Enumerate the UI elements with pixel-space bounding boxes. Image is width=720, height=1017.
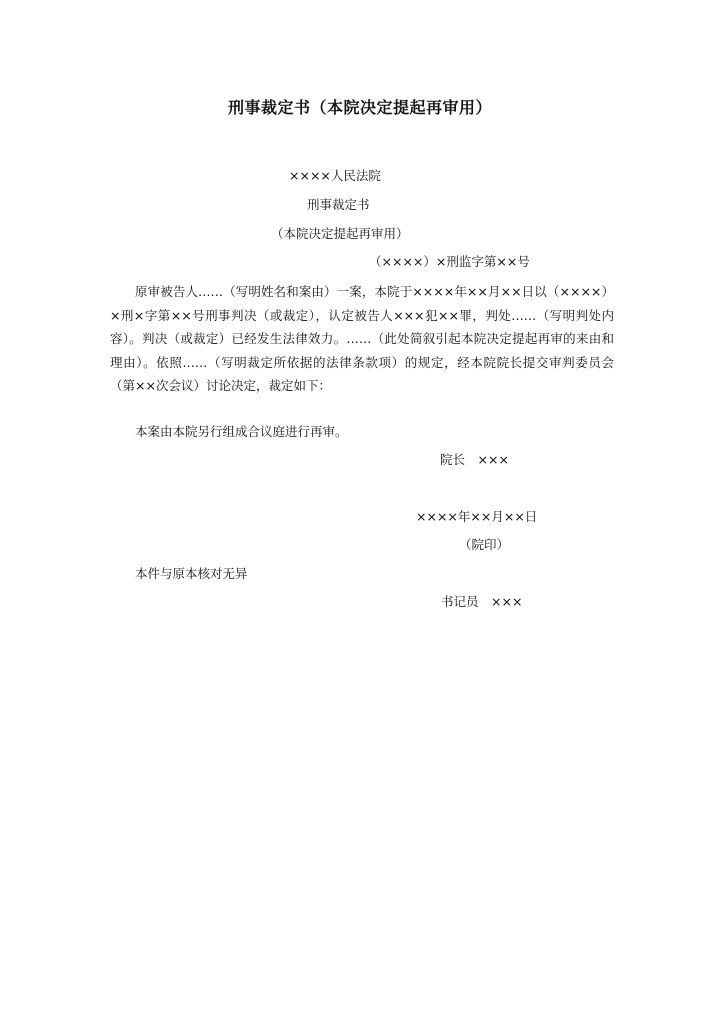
usage-note: （本院决定提起再审用） [271,226,409,241]
body-paragraph: 原审被告人……（写明姓名和案由）一案，本院于××××年××月××日以（××××）×刑×字第××号刑事判决（或裁定），认定被告人×××犯××罪，判处……（写明判处内容）。判决（或裁定）已经发生法律效力。……（此处简叙引起本院决定提起再审的来由和理由）。依照……（写明裁定所依据的法律条款项）的规定，经本院院长提交审判委员会（第××次会议）讨论决定，裁定如下： [110,284,614,393]
clerk-signature: 书记员 ××× [441,594,523,609]
ruling-date: ××××年××月××日 [416,509,538,524]
document-title: 刑事裁定书（本院决定提起再审用） [227,98,492,117]
case-number: （××××）×刑监字第××号 [369,254,530,269]
ruling-text: 本案由本院另行组成合议庭进行再审。 [135,424,348,439]
president-signature: 院长 ××× [440,452,509,467]
document-type: 刑事裁定书 [307,197,370,212]
court-seal: （院印） [459,537,510,552]
court-name: ××××人民法院 [289,168,381,183]
verification-note: 本件与原本核对无异 [135,566,248,581]
